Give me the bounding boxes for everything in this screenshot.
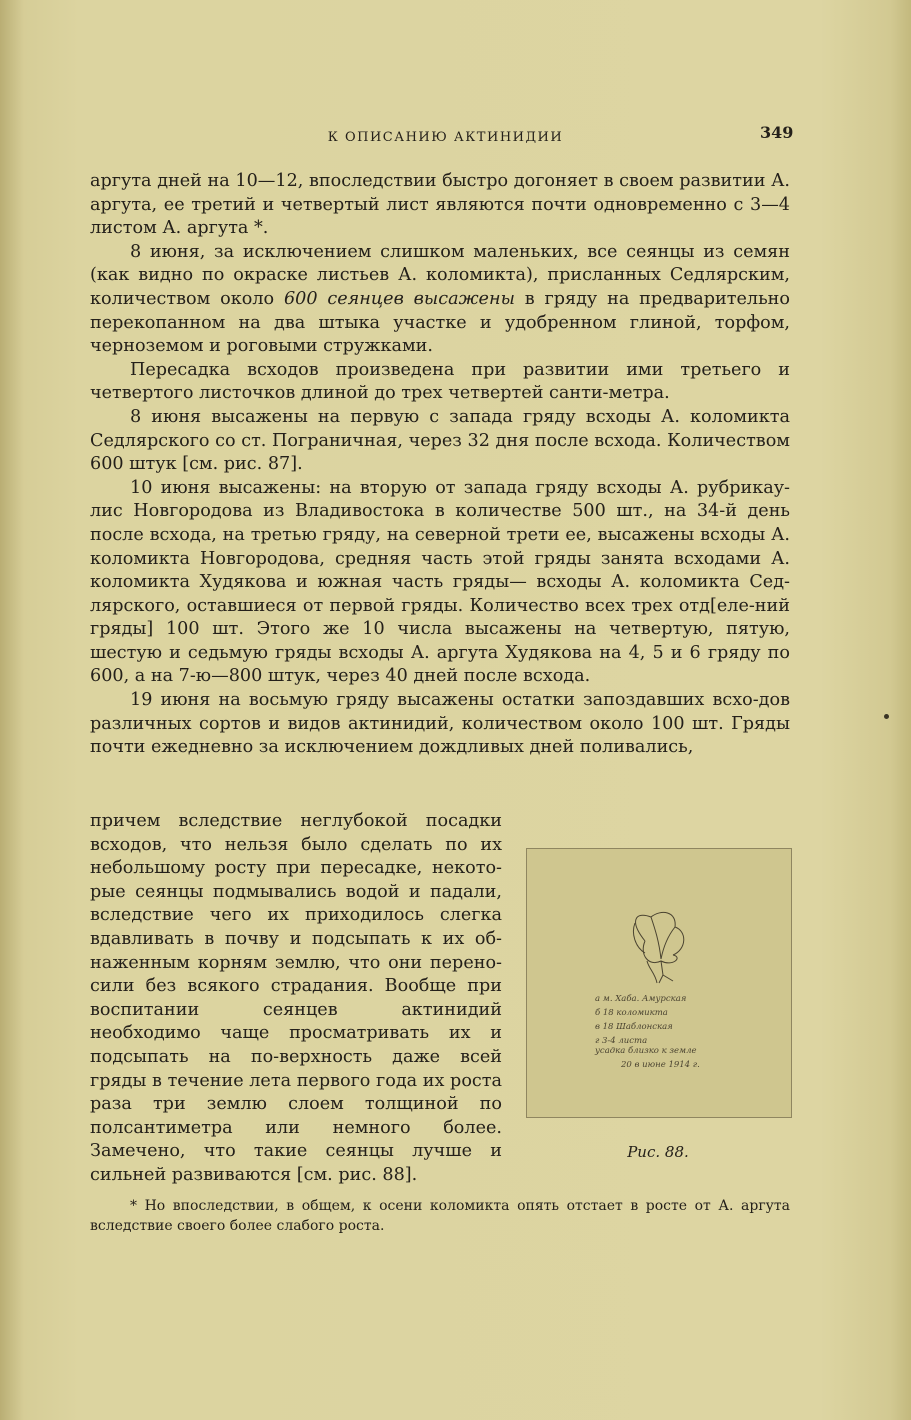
note-line-5: усадка близко к земле xyxy=(595,1046,697,1056)
paragraph-1: аргута дней на 10—12, впоследствии быстро догоняет в своем развитии А. аргута, ее третий и четвертый лист являются почти одновременно с 3—4 листом А. аргута *. xyxy=(90,171,790,239)
note-line-2: б 18 коломикта xyxy=(595,1008,668,1018)
seedling-drawing xyxy=(527,849,791,1117)
paragraph-3: Пересадка всходов произведена при развитии ими третьего и четвертого листочков длиной до трех четвертей санти-метра. xyxy=(90,359,790,404)
paragraph-2-end: в гряду на предварительно перекопанном на два штыка участке и удобренном глиной, торфом, черноземом и роговыми стружками. xyxy=(90,288,790,357)
scan-speck xyxy=(884,714,889,719)
note-line-6: 20 в июне 1914 г. xyxy=(621,1060,700,1070)
figure-88-seedling-sketch xyxy=(526,848,792,1118)
paragraph-2-start: 8 июня, за исключением слишком маленьких, все сеянцы из семян (как видно по окраске листьев А. коломикта), присланных Седлярским, количеством около xyxy=(90,241,790,309)
paragraph-2-emphasis: 600 сеянцев высажены xyxy=(283,288,515,309)
footnote xyxy=(90,1196,790,1236)
footnote-text: * Но впоследствии, в общем, к осени коломикта опять отстает в росте от А. аргута вследствие своего более слабого роста. xyxy=(90,1198,790,1234)
running-head: К ОПИСАНИЮ АКТИНИДИИ xyxy=(327,130,564,145)
paragraph-7: причем вследствие неглубокой посадки всходов, что нельзя было сделать по их небольшому росту при пересадке, некото-рые сеянцы подмывались водой и падали, вследствие чего их приходилось слегка вдавливать в почву и подсыпать к их об-наженным корням землю, что они перено-сили без всякого страдания. Вообще при воспитании сеянцев актинидий необходимо чаще просматривать их и подсыпать на по-верхность даже всей гряды в течение лета первого года их роста раза три землю слоем толщиной по полсантиметра или немного более. Замечено, что такие сеянцы лучше и сильней развиваются [см. рис. 88]. xyxy=(90,811,502,1185)
paragraph-4: 8 июня высажены на первую с запада гряду всходы А. коломикта Седлярского со ст. Пограничная, через 32 дня после всхода. Количеством 600 штук [см. рис. 87]. xyxy=(90,406,790,475)
note-line-4: г 3-4 листа xyxy=(595,1036,648,1046)
main-text xyxy=(90,170,790,760)
paragraph-5: 10 июня высажены: на вторую от запада гряду всходы А. рубрикау-лис Новгородова из Владивостока в количестве 500 шт., на 34-й день после всхода, на третью гряду, на северной трети ее, высажены всходы А. коломикта Новгородова, средняя часть этой гряды занята всходами А. коломикта Худякова и южная часть гряды— всходы А. коломикта Сед-лярского, оставшиеся от первой гряды. Количество всех трех отд[еле-ний гряды] 100 шт. Этого же 10 числа высажены на четвертую, пятую, шестую и седьмую гряды всходы А. аргута Худякова на 4, 5 и 6 гряду по 600, а на 7-ю—800 штук, через 40 дней после всхода. xyxy=(90,477,790,687)
page-number: 349 xyxy=(760,123,794,142)
note-line-3: в 18 Шаблонская xyxy=(595,1022,673,1032)
note-line-1: a м. Хаба. Амурская xyxy=(595,994,687,1004)
paragraph-2 xyxy=(90,241,790,359)
wrapped-text xyxy=(90,810,502,1188)
paragraph-6: 19 июня на восьмую гряду высажены остатки запоздавших всхо-дов различных сортов и видов актинидий, количеством около 100 шт. Гряды почти ежедневно за исключением дождливых дней поливались, xyxy=(90,690,790,758)
figure-caption: Рис. 88. xyxy=(627,1143,689,1161)
